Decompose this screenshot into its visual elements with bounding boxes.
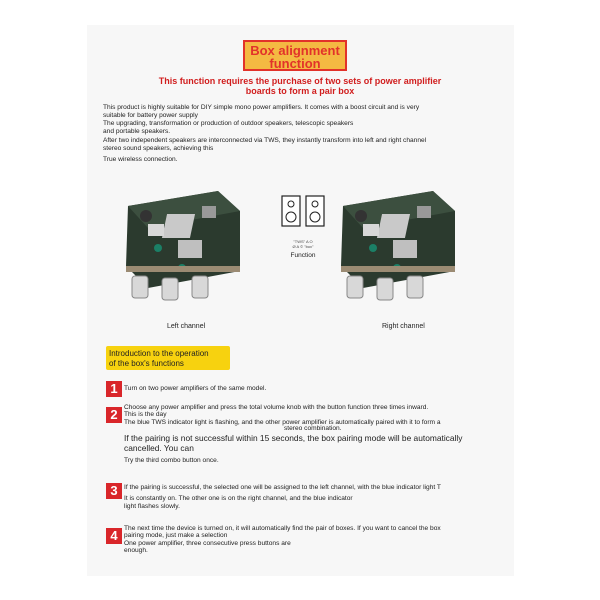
function-small-text-2: Ø A © "box" [292, 244, 314, 249]
step-3-text [124, 484, 504, 510]
left-amplifier-board-image [118, 186, 246, 312]
intro-paragraph-1 [103, 104, 503, 119]
step-2-line-4: stereo combination. [284, 425, 342, 433]
step-1-line-1: Turn on two power amplifiers of the same model. [124, 385, 267, 392]
step-2-line-2: This is the day [124, 411, 167, 419]
step-2-line-6: cancelled. You can [124, 442, 194, 453]
left-channel-caption: Left channel [167, 323, 206, 330]
step-4-line-3: One power amplifier, three consecutive press buttons are [124, 539, 291, 547]
intro-p2-line-1: The upgrading, transformation or production of outdoor speakers, telescopic speakers [103, 120, 354, 127]
intro-p1-line-2: suitable for battery power supply [103, 111, 198, 119]
title-line-1: Box alignment [250, 43, 340, 58]
title-line-2: function [269, 56, 321, 71]
step-2-line-1: Choose any power amplifier and press the total volume knob with the button function three times inward. [124, 404, 429, 411]
subtitle-line-1: This function requires the purchase of two sets of power amplifier [158, 76, 442, 86]
intro-p3-line-2: stereo sound speakers, achieving this [103, 144, 214, 152]
right-amplifier-board-image [333, 186, 461, 312]
step-3-line-1: If the pairing is successful, the selected one will be assigned to the left channel, with the blue indicator light T [124, 484, 441, 491]
intro-paragraph-2 [103, 120, 503, 135]
section-heading-line-2: of the box's functions [109, 359, 184, 368]
right-channel-caption: Right channel [382, 323, 425, 330]
step-2-number: 2 [106, 407, 122, 423]
step-3-line-2: It is constantly on. The other one is on the right channel, and the blue indicator [124, 495, 353, 503]
step-2-line-3: The blue TWS indicator light is flashing, and the other power amplifier is automatically paired with it to form a [124, 418, 441, 426]
intro-paragraph-3 [103, 137, 503, 152]
function-diagram [280, 192, 326, 258]
section-heading-line-1: Introduction to the operation [109, 349, 209, 358]
intro-paragraph-4: True wireless connection. [103, 156, 178, 163]
step-1-text [124, 385, 504, 392]
step-4-number: 4 [106, 528, 122, 544]
step-4-line-2: pairing mode, just make a selection [124, 532, 228, 540]
step-1-number: 1 [106, 381, 122, 397]
step-4-line-1: The next time the device is turned on, it will automatically find the pair of boxes. If you want to cancel the box [124, 525, 441, 532]
intro-p1-line-1: This product is highly suitable for DIY simple mono power amplifiers. It comes with a boost circuit and is very [103, 104, 420, 111]
step-2-line-5: If the pairing is not successful within 15 seconds, the box pairing mode will be automatically [124, 432, 463, 443]
step-4-line-4: enough. [124, 547, 148, 555]
intro-p3-line-1: After two independent speakers are interconnected via TWS, they instantly transform into left and right channel [103, 137, 427, 144]
subtitle [140, 76, 460, 96]
page-title-badge [243, 40, 347, 71]
function-small-text-1: "TWS" A O [293, 239, 313, 244]
step-2-text [124, 404, 504, 464]
subtitle-line-2: boards to form a pair box [245, 86, 355, 96]
step-2-line-7: Try the third combo button once. [124, 456, 219, 464]
step-3-number: 3 [106, 483, 122, 499]
function-label: Function [290, 252, 316, 259]
step-3-line-3: light flashes slowly. [124, 502, 180, 510]
section-heading-badge [106, 346, 230, 370]
step-4-text [124, 525, 504, 555]
intro-p2-line-2: and portable speakers. [103, 127, 171, 135]
tws-function-icon [280, 192, 326, 232]
